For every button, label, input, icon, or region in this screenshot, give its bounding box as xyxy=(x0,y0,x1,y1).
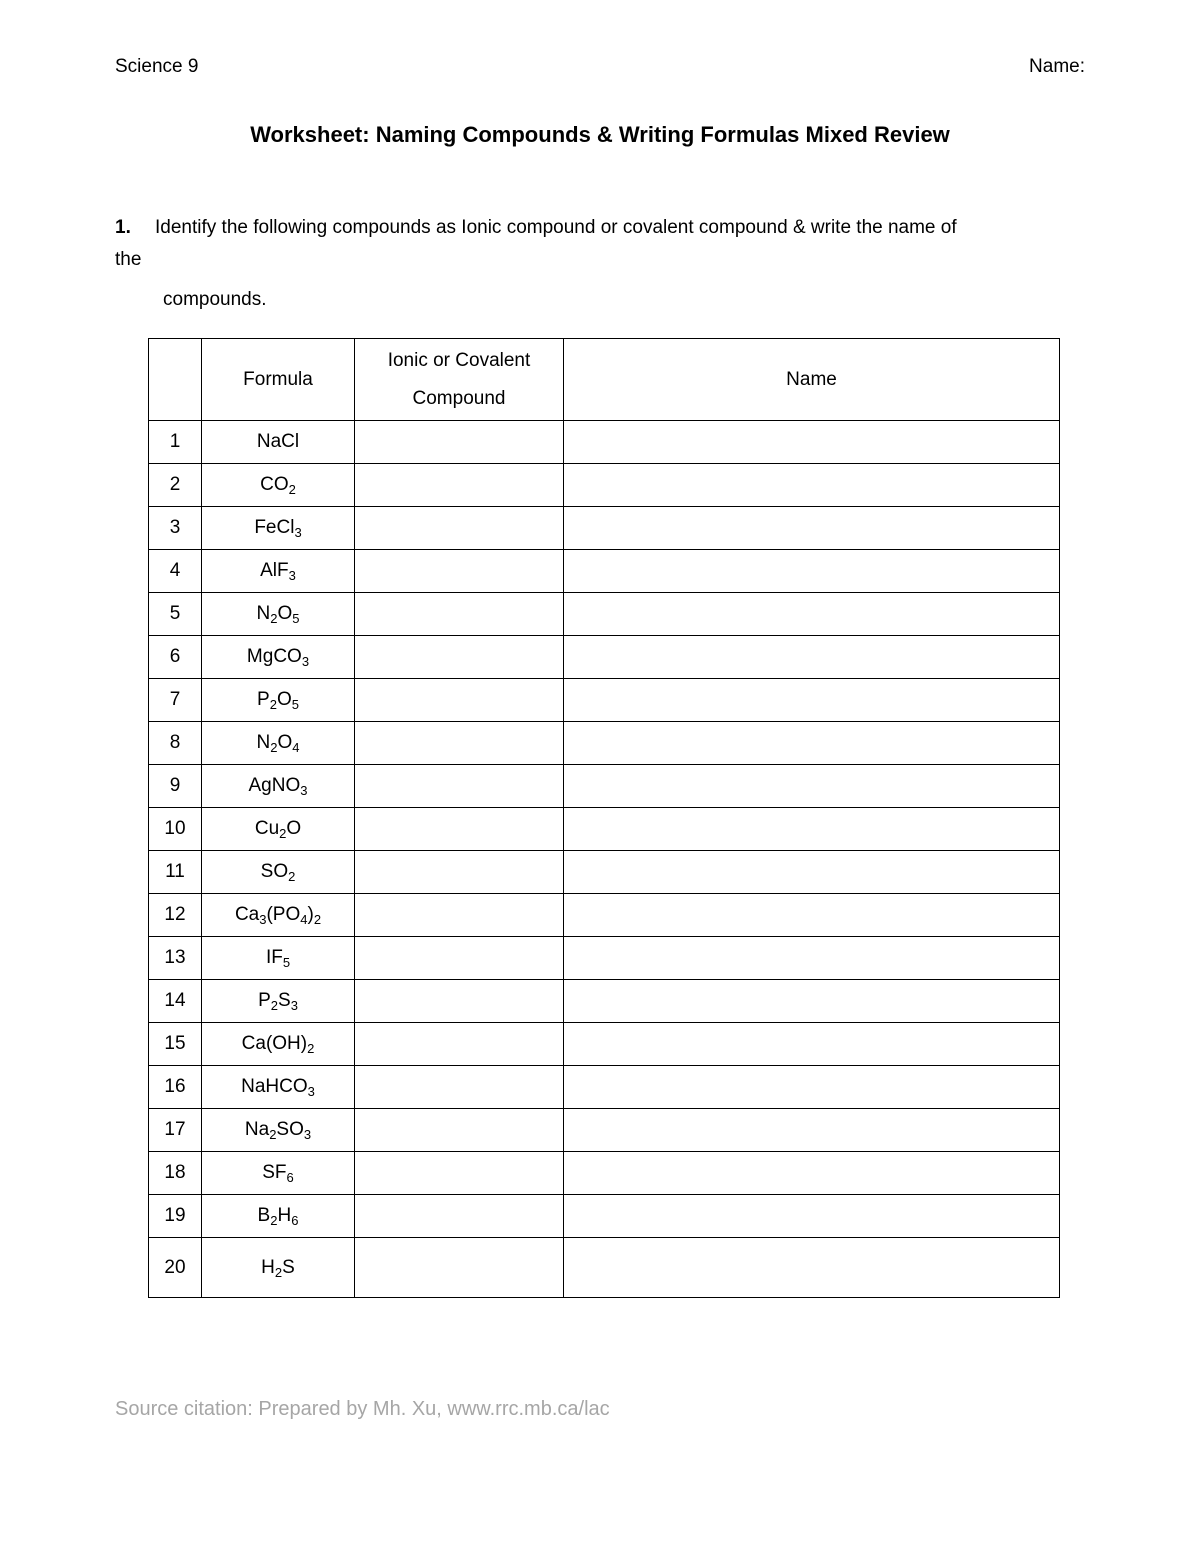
table-row xyxy=(149,894,1060,937)
row-number: 11 xyxy=(149,851,202,894)
question-1-line2: the xyxy=(115,249,142,270)
ionic-or-covalent-answer-cell[interactable] xyxy=(355,1238,564,1298)
row-number: 4 xyxy=(149,550,202,593)
formula-cell: NaHCO$_3$ xyxy=(202,1066,355,1109)
ionic-or-covalent-answer-cell[interactable] xyxy=(355,464,564,507)
name-answer-cell[interactable] xyxy=(564,722,1060,765)
name-answer-cell[interactable] xyxy=(564,1023,1060,1066)
table-header-row xyxy=(149,339,1060,421)
table-row xyxy=(149,1152,1060,1195)
name-answer-cell[interactable] xyxy=(564,1066,1060,1109)
name-answer-cell[interactable] xyxy=(564,1152,1060,1195)
name-answer-cell[interactable] xyxy=(564,980,1060,1023)
compounds-table xyxy=(148,338,1060,1298)
source-citation: Source citation: Prepared by Mh. Xu, www.rrc.mb.ca/lac xyxy=(115,1398,610,1420)
ionic-or-covalent-answer-cell[interactable] xyxy=(355,636,564,679)
ionic-or-covalent-answer-cell[interactable] xyxy=(355,421,564,464)
name-answer-cell[interactable] xyxy=(564,1109,1060,1152)
question-1-line1 xyxy=(115,212,1085,244)
table-row xyxy=(149,679,1060,722)
header-type-line2: Compound xyxy=(412,387,506,409)
row-number: 19 xyxy=(149,1195,202,1238)
formula-cell: $Ca_3(PO_4)_2$ xyxy=(202,894,355,937)
name-answer-cell[interactable] xyxy=(564,1195,1060,1238)
name-answer-cell[interactable] xyxy=(564,937,1060,980)
row-number: 10 xyxy=(149,808,202,851)
row-number: 3 xyxy=(149,507,202,550)
row-number: 1 xyxy=(149,421,202,464)
ionic-or-covalent-answer-cell[interactable] xyxy=(355,1109,564,1152)
question-text: Identify the following compounds as Ionic compound or covalent compound & write the name of xyxy=(155,217,957,238)
formula-cell: $Na_2SO_3$ xyxy=(202,1109,355,1152)
table-row xyxy=(149,636,1060,679)
name-answer-cell[interactable] xyxy=(564,421,1060,464)
formula-cell: $IF_5$ xyxy=(202,937,355,980)
formula-cell: $SO_2$ xyxy=(202,851,355,894)
question-number: 1. xyxy=(115,217,131,238)
row-number: 18 xyxy=(149,1152,202,1195)
name-answer-cell[interactable] xyxy=(564,808,1060,851)
row-number: 8 xyxy=(149,722,202,765)
row-number: 12 xyxy=(149,894,202,937)
ionic-or-covalent-answer-cell[interactable] xyxy=(355,1066,564,1109)
row-number: 9 xyxy=(149,765,202,808)
ionic-or-covalent-answer-cell[interactable] xyxy=(355,1152,564,1195)
ionic-or-covalent-answer-cell[interactable] xyxy=(355,593,564,636)
formula-cell: $N_2O_5$ xyxy=(202,593,355,636)
name-answer-cell[interactable] xyxy=(564,636,1060,679)
table-row xyxy=(149,593,1060,636)
ionic-or-covalent-answer-cell[interactable] xyxy=(355,808,564,851)
ionic-or-covalent-answer-cell[interactable] xyxy=(355,1195,564,1238)
name-answer-cell[interactable] xyxy=(564,550,1060,593)
formula-cell: $B_2H_6$ xyxy=(202,1195,355,1238)
ionic-or-covalent-answer-cell[interactable] xyxy=(355,550,564,593)
formula-cell: AlF$_3$ xyxy=(202,550,355,593)
formula-cell: $Ca(OH)_2$ xyxy=(202,1023,355,1066)
table-row xyxy=(149,937,1060,980)
page-title: Worksheet: Naming Compounds & Writing Formulas Mixed Review xyxy=(250,122,950,147)
document-header xyxy=(115,56,1085,78)
formula-cell: AgNO$_3$ xyxy=(202,765,355,808)
table-row xyxy=(149,464,1060,507)
ionic-or-covalent-answer-cell[interactable] xyxy=(355,722,564,765)
formula-cell: $CO_2$ xyxy=(202,464,355,507)
name-answer-cell[interactable] xyxy=(564,593,1060,636)
formula-cell: $SF_6$ xyxy=(202,1152,355,1195)
name-answer-cell[interactable] xyxy=(564,765,1060,808)
formula-cell: $P_2O_5$ xyxy=(202,679,355,722)
ionic-or-covalent-answer-cell[interactable] xyxy=(355,507,564,550)
name-answer-cell[interactable] xyxy=(564,464,1060,507)
question-1-line3: compounds. xyxy=(163,289,267,310)
table-row xyxy=(149,851,1060,894)
table-row xyxy=(149,1066,1060,1109)
header-formula: Formula xyxy=(202,339,355,421)
table-body xyxy=(149,421,1060,1298)
table-row xyxy=(149,1195,1060,1238)
row-number: 7 xyxy=(149,679,202,722)
table-row xyxy=(149,1238,1060,1298)
table-row xyxy=(149,1023,1060,1066)
ionic-or-covalent-answer-cell[interactable] xyxy=(355,1023,564,1066)
ionic-or-covalent-answer-cell[interactable] xyxy=(355,765,564,808)
row-number: 6 xyxy=(149,636,202,679)
row-number: 13 xyxy=(149,937,202,980)
row-number: 16 xyxy=(149,1066,202,1109)
formula-cell: MgCO$_3$ xyxy=(202,636,355,679)
table-row xyxy=(149,765,1060,808)
formula-cell: $P_2S_3$ xyxy=(202,980,355,1023)
ionic-or-covalent-answer-cell[interactable] xyxy=(355,937,564,980)
name-answer-cell[interactable] xyxy=(564,679,1060,722)
formula-cell: $H_2S$ xyxy=(202,1238,355,1298)
header-blank xyxy=(149,339,202,421)
row-number: 2 xyxy=(149,464,202,507)
ionic-or-covalent-answer-cell[interactable] xyxy=(355,980,564,1023)
course-label: Science 9 xyxy=(115,56,199,77)
name-answer-cell[interactable] xyxy=(564,507,1060,550)
formula-cell: $N_2O_4$ xyxy=(202,722,355,765)
formula-cell: NaCl xyxy=(202,421,355,464)
table-row xyxy=(149,421,1060,464)
name-answer-cell[interactable] xyxy=(564,1238,1060,1298)
row-number: 14 xyxy=(149,980,202,1023)
table-row xyxy=(149,980,1060,1023)
formula-cell: FeCl$_3$ xyxy=(202,507,355,550)
header-ionic-or-covalent xyxy=(355,339,564,421)
ionic-or-covalent-answer-cell[interactable] xyxy=(355,679,564,722)
row-number: 20 xyxy=(149,1238,202,1298)
header-type-line1: Ionic or Covalent xyxy=(387,349,531,371)
name-label: Name: xyxy=(1029,56,1085,77)
question-1 xyxy=(115,212,1085,316)
name-answer-cell[interactable] xyxy=(564,851,1060,894)
table-row xyxy=(149,507,1060,550)
name-answer-cell[interactable] xyxy=(564,894,1060,937)
table-row xyxy=(149,722,1060,765)
row-number: 15 xyxy=(149,1023,202,1066)
table-row xyxy=(149,808,1060,851)
table-row xyxy=(149,550,1060,593)
formula-cell: $Cu_2O$ xyxy=(202,808,355,851)
ionic-or-covalent-answer-cell[interactable] xyxy=(355,851,564,894)
row-number: 17 xyxy=(149,1109,202,1152)
row-number: 5 xyxy=(149,593,202,636)
header-name: Name xyxy=(564,339,1060,421)
table-row xyxy=(149,1109,1060,1152)
ionic-or-covalent-answer-cell[interactable] xyxy=(355,894,564,937)
